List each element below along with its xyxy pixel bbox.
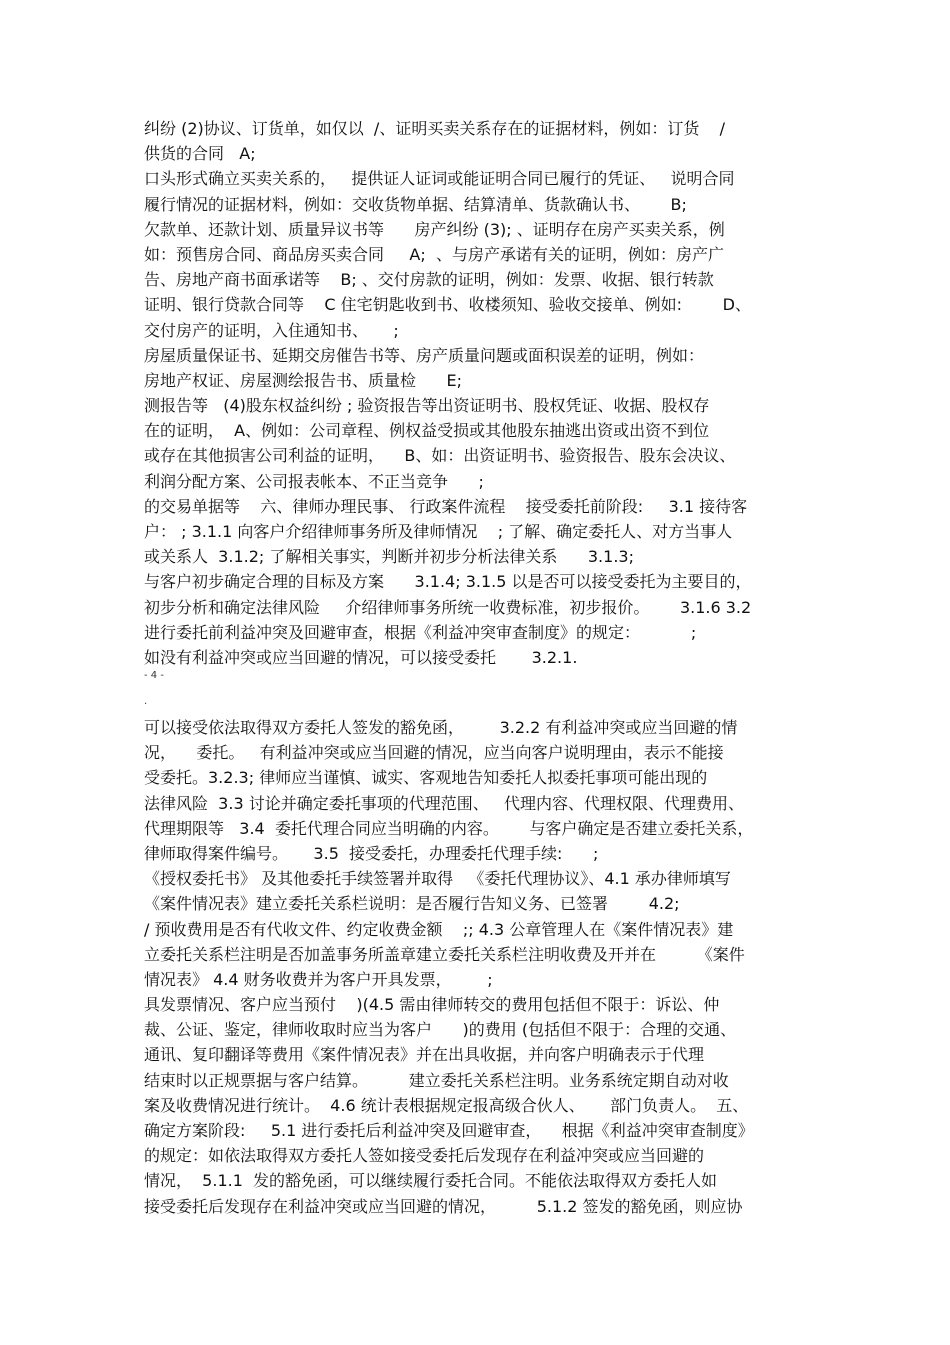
text-line: 初步分析和确定法律风险 介绍律师事务所统一收费标准，初步报价。 3.1.6 3.2	[144, 597, 752, 617]
text-line: 结束时以正规票据与客户结算。 建立委托关系栏注明。业务系统定期自动对收	[144, 1070, 729, 1090]
text-line: 欠款单、还款计划、质量异议书等 房产纠纷 (3); 、证明存在房产买卖关系，例	[144, 219, 725, 239]
text-line: 或关系人 3.1.2; 了解相关事实，判断并初步分析法律关系 3.1.3;	[144, 547, 634, 567]
text-line: 案及收费情况进行统计。 4.6 统计表根据规定报高级合伙人、 部门负责人。 五、	[144, 1095, 749, 1115]
text-line: 《授权委托书》 及其他委托手续签署并取得 《委托代理协议》、4.1 承办律师填写	[144, 869, 731, 889]
text-line: 房屋质量保证书、延期交房催告书等、房产质量问题或面积误差的证明，例如：	[144, 345, 705, 365]
text-line: 测报告等 (4)股东权益纠纷 ; 验资报告等出资证明书、股权凭证、收据、股权存	[144, 396, 710, 416]
text-line: 可以接受依法取得双方委托人签发的豁免函， 3.2.2 有利益冲突或应当回避的情	[144, 718, 738, 737]
text-line: 《案件情况表》建立委托关系栏说明：是否履行告知义务、已签署 4.2;	[144, 894, 680, 914]
text-line: 交付房产的证明，入住通知书、 ;	[144, 320, 399, 340]
text-line: 证明、银行贷款合同等 C 住宅钥匙收到书、收楼须知、验收交接单、例如: D、	[144, 295, 752, 315]
text-line: 进行委托前利益冲突及回避审查，根据《利益冲突审查制度》的规定： ;	[144, 622, 697, 642]
text-line: 纠纷 (2)协议、订货单，如仅以 /、证明买卖关系存在的证据材料，例如：订货 /	[144, 119, 726, 138]
text-line: 受委托。3.2.3; 律师应当谨慎、诚实、客观地告知委托人拟委托事项可能出现的	[144, 768, 708, 788]
text-line: 律师取得案件编号。 3.5 接受委托，办理委托代理手续: ;	[144, 843, 599, 863]
text-line: 利润分配方案、公司报表帐本、不正当竞争 ;	[144, 471, 484, 491]
text-line: 通讯、复印翻译等费用《案件情况表》并在出具收据，并向客户明确表示于代理	[144, 1045, 705, 1065]
text-line: 代理期限等 3.4 委托代理合同应当明确的内容。 与客户确定是否建立委托关系，	[144, 818, 754, 838]
text-line: 具发票情况、客户应当预付 )(4.5 需由律师转交的费用包括但不限于：诉讼、仲	[144, 995, 720, 1015]
text-line: 情况， 5.1.1 发的豁免函，可以继续履行委托合同。不能依法取得双方委托人如	[144, 1171, 718, 1191]
text-line: 供货的合同 A;	[144, 144, 256, 164]
text-line: 的交易单据等 六、律师办理民事、 行政案件流程 接受委托前阶段: 3.1 接待客	[144, 496, 748, 516]
text-line: 户： ; 3.1.1 向客户介绍律师事务所及律师情况 ; 了解、确定委托人、对方当事人	[144, 522, 733, 541]
text-line: 与客户初步确定合理的目标及方案 3.1.4; 3.1.5 以是否可以接受委托为主要目的，	[144, 572, 752, 592]
page-number: - 4 -	[144, 670, 164, 681]
page-separator-mark: .	[144, 696, 148, 707]
text-line: 告、房地产商书面承诺等 B; 、交付房款的证明，例如：发票、收据、银行转款	[144, 270, 714, 290]
text-line: 口头形式确立买卖关系的， 提供证人证词或能证明合同已履行的凭证、 说明合同	[144, 169, 735, 189]
text-line: 立委托关系栏注明是否加盖事务所盖章建立委托关系栏注明收费及开并在 《案件	[144, 944, 745, 964]
text-line: 履行情况的证据材料，例如：交收货物单据、结算清单、货款确认书、 B;	[144, 194, 687, 214]
text-line: 房地产权证、房屋测绘报告书、质量检 E;	[144, 370, 463, 390]
text-line: 的规定：如依法取得双方委托人签如接受委托后发现存在利益冲突或应当回避的	[144, 1146, 705, 1166]
text-line: 或存在其他损害公司利益的证明， B、如：出资证明书、验资报告、股东会决议、	[144, 446, 736, 466]
text-line: 确定方案阶段: 5.1 进行委托后利益冲突及回避审查， 根据《利益冲突审查制度》	[144, 1121, 754, 1140]
text-section-upper	[144, 116, 824, 670]
text-line: 接受委托后发现存在利益冲突或应当回避的情况， 5.1.2 签发的豁免函，则应协	[144, 1196, 743, 1216]
text-line: 如没有利益冲突或应当回避的情况，可以接受委托 3.2.1.	[144, 647, 578, 667]
text-line: 法律风险 3.3 讨论并确定委托事项的代理范围、 代理内容、代理权限、代理费用、	[144, 793, 744, 813]
text-line: 情况表》 4.4 财务收费并为客户开具发票， ;	[144, 969, 493, 989]
text-line: 在的证明， A、例如：公司章程、例权益受损或其他股东抽逃出资或出资不到位	[144, 421, 710, 441]
text-line: 裁、公证、鉴定，律师收取时应当为客户 )的费用 (包括但不限于：合理的交通、	[144, 1020, 737, 1040]
text-line: / 预收费用是否有代收文件、约定收费金额 ;; 4.3 公章管理人在《案件情况表》建	[144, 919, 734, 939]
text-section-lower	[144, 715, 824, 1219]
text-line: 如：预售房合同、商品房买卖合同 A; 、与房产承诺有关的证明，例如：房产广	[144, 244, 724, 264]
text-line: 况， 委托。 有利益冲突或应当回避的情况，应当向客户说明理由，表示不能接	[144, 743, 724, 763]
